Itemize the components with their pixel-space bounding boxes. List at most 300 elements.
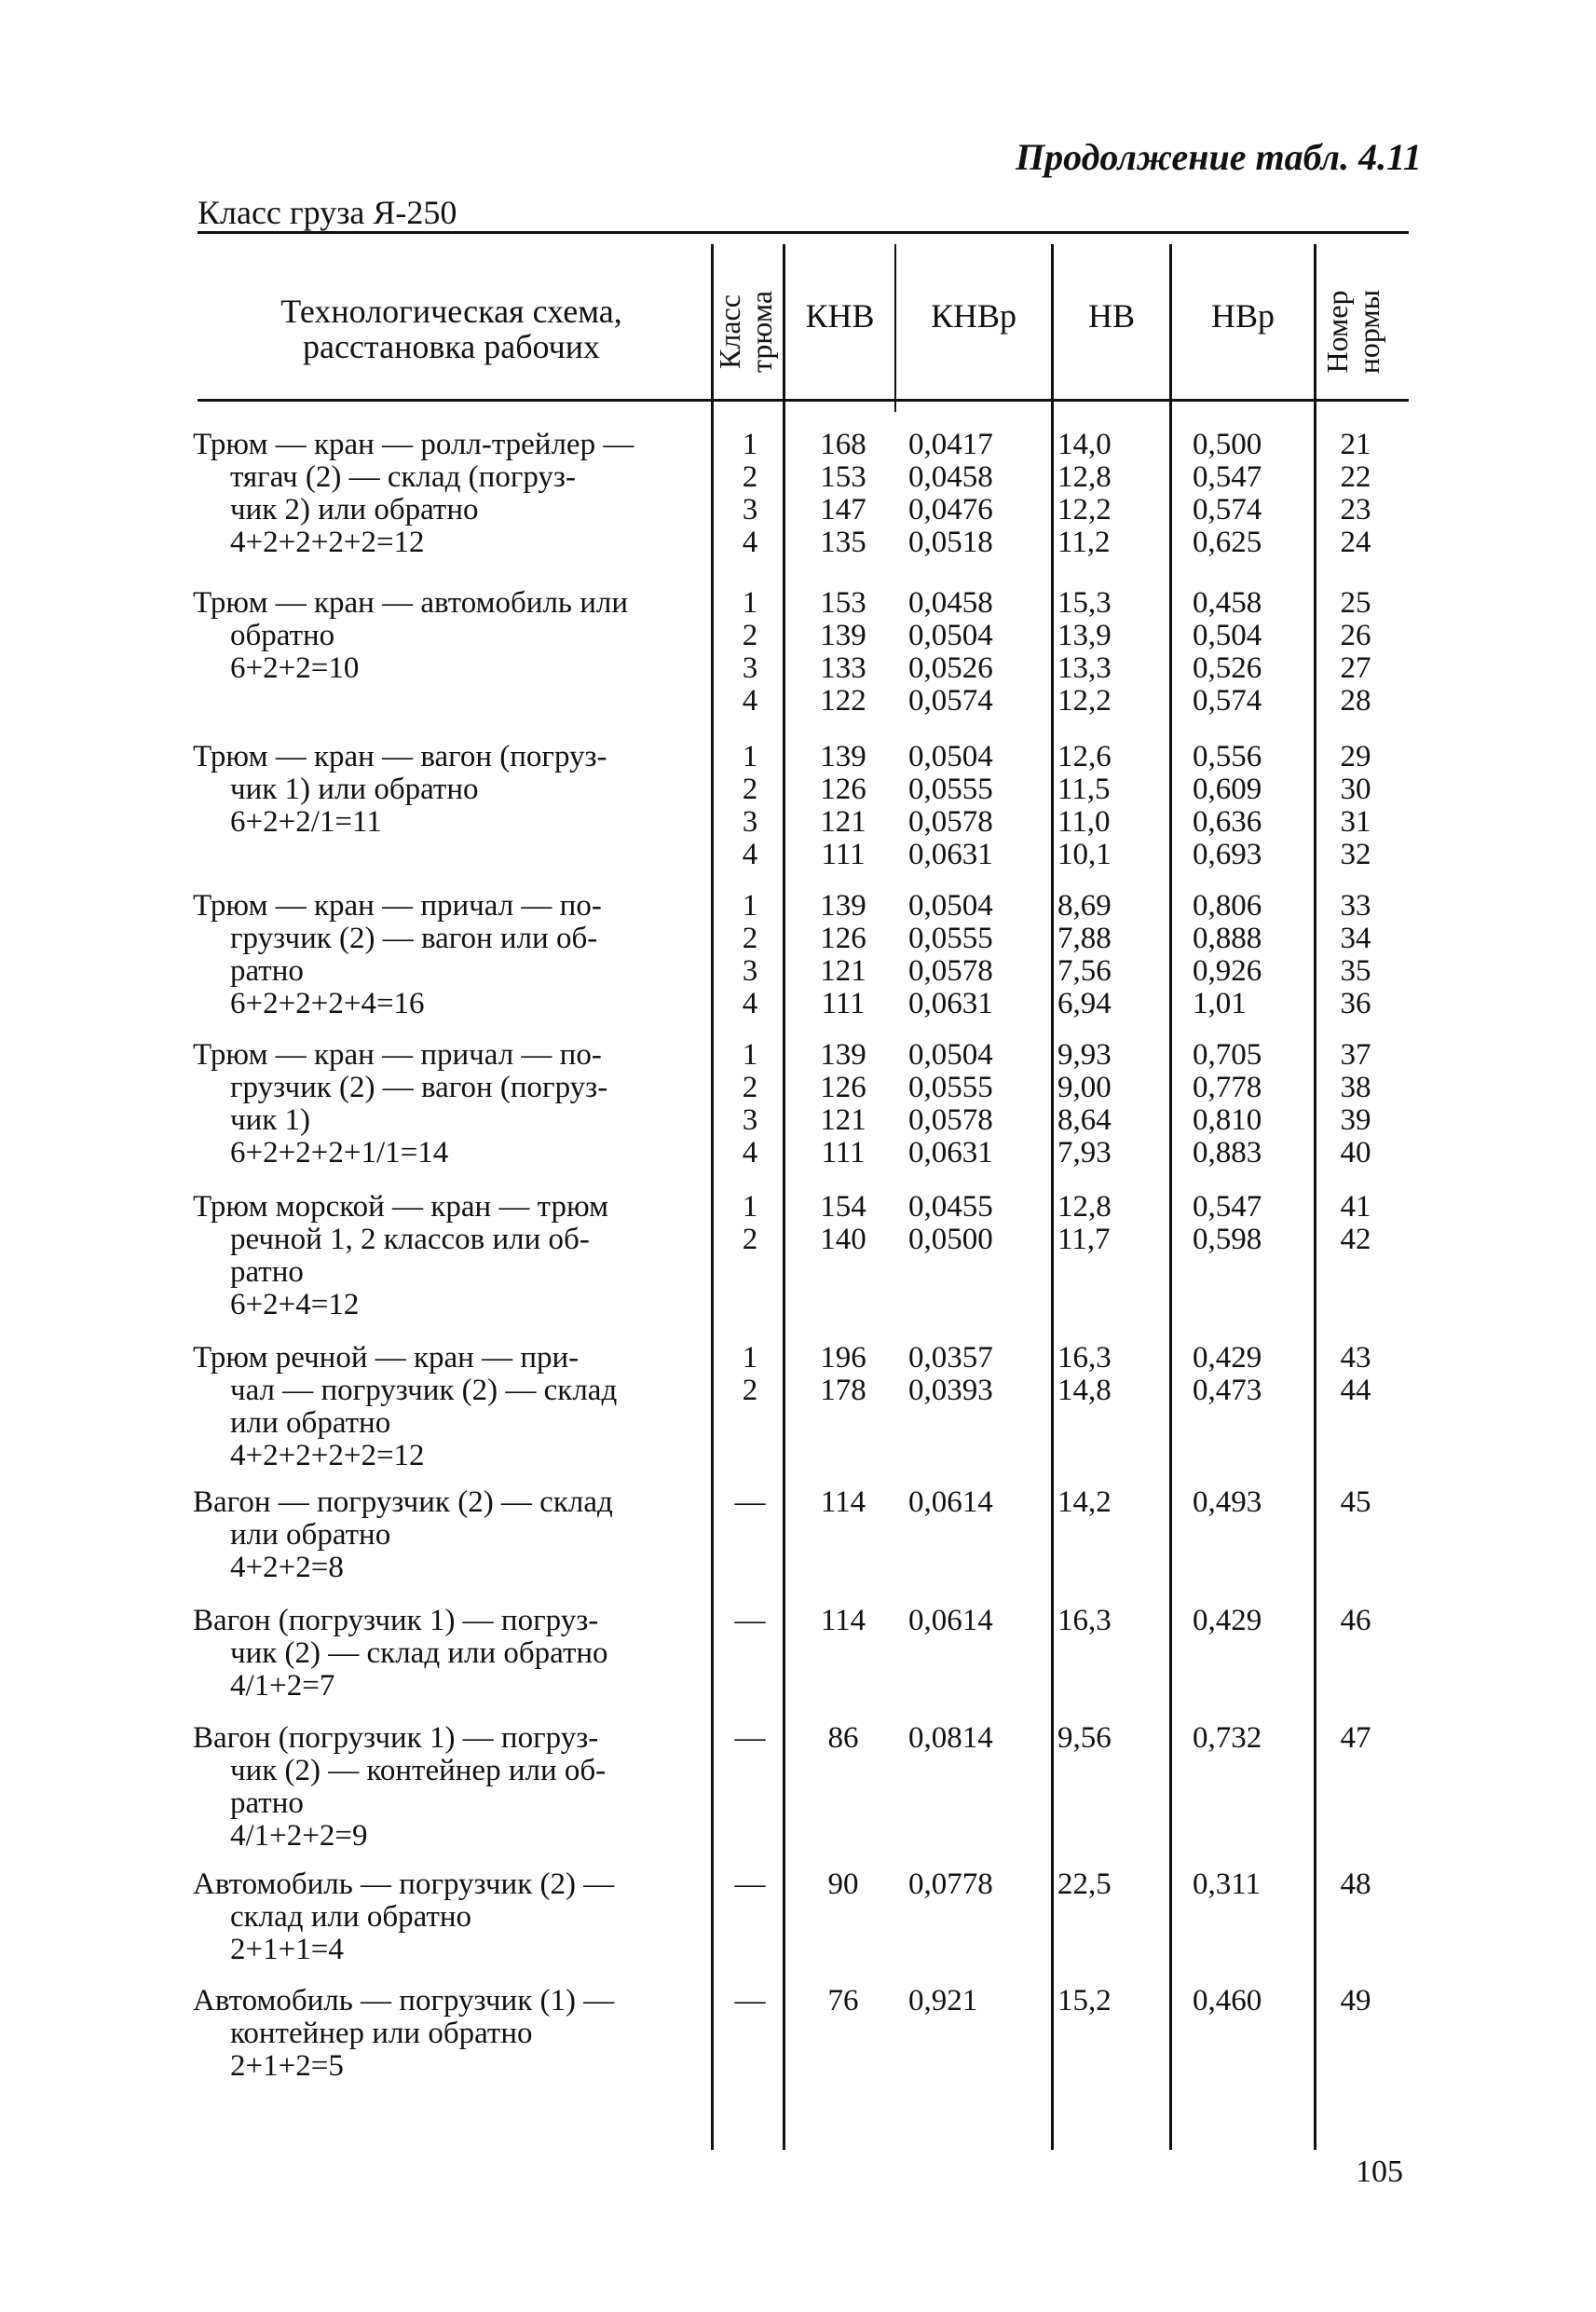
knvr-cell: 0,0614 (908, 1485, 993, 1519)
nv-cell: 13,9 (1057, 619, 1112, 652)
nv-cell-group (1057, 587, 1160, 718)
hold-class-cell: 3 (742, 805, 758, 839)
norm-number-cell: 21 (1340, 428, 1371, 461)
nv-cell: 9,93 (1057, 1038, 1112, 1072)
knvr-cell: 0,0631 (908, 838, 993, 871)
scheme-line: ратно (230, 1256, 304, 1289)
norm-number-cell-group (1328, 429, 1384, 559)
knv-cell: 111 (821, 1136, 866, 1170)
knvr-cell-group (908, 890, 1039, 1020)
knv-cell: 147 (820, 493, 866, 527)
knvr-cell-group (908, 1985, 1039, 2018)
header-bottom-rule (198, 399, 1409, 402)
norm-number-cell: 48 (1340, 1867, 1371, 1901)
hold-class-cell-group (727, 890, 773, 1020)
nvr-cell: 0,778 (1193, 1071, 1262, 1104)
knvr-cell: 0,0393 (908, 1374, 993, 1407)
nv-cell: 10,1 (1057, 838, 1112, 871)
nvr-cell-group (1193, 1486, 1295, 1519)
scheme-line: 6+2+2+2+4=16 (230, 988, 425, 1020)
nv-cell: 9,56 (1057, 1721, 1112, 1755)
header-scheme-line1: Технологическая схема, (280, 293, 622, 330)
header-knv: КНВ (805, 297, 875, 335)
nv-cell: 11,7 (1057, 1223, 1111, 1256)
nvr-cell: 0,926 (1193, 954, 1262, 988)
norm-number-cell: 43 (1340, 1341, 1371, 1375)
norm-number-cell: 40 (1340, 1136, 1371, 1170)
hold-class-cell: 4 (742, 838, 758, 871)
scheme-line: чал — погрузчик (2) — склад (230, 1375, 618, 1407)
knvr-cell: 0,0574 (908, 684, 993, 718)
knvr-cell: 0,0814 (908, 1721, 993, 1755)
hold-class-cell: 1 (742, 1038, 758, 1072)
knv-cell: 153 (820, 586, 866, 620)
hold-class-cell: — (734, 1721, 766, 1755)
header-hold-class-line1: Класс (713, 294, 746, 369)
knvr-cell: 0,0578 (908, 1103, 993, 1137)
norm-number-cell-group (1328, 1486, 1384, 1519)
hold-class-cell: 4 (742, 987, 758, 1020)
knv-cell: 153 (820, 460, 866, 494)
hold-class-cell-group (727, 1039, 773, 1170)
knvr-cell-group (908, 587, 1039, 718)
hold-class-cell: 1 (742, 586, 758, 620)
nv-cell: 12,6 (1057, 740, 1112, 773)
table-top-rule (198, 231, 1409, 234)
row-scheme-description (193, 890, 710, 1020)
knvr-cell-group (908, 1868, 1039, 1901)
row-scheme-description (193, 1486, 710, 1584)
norm-number-cell: 44 (1340, 1374, 1371, 1407)
nv-cell: 11,2 (1057, 526, 1111, 559)
hold-class-cell: 2 (742, 619, 758, 652)
norm-number-cell: 36 (1340, 987, 1371, 1020)
scheme-line: 2+1+1=4 (230, 1934, 344, 1966)
row-scheme-description (193, 1191, 710, 1321)
nv-cell: 14,8 (1057, 1374, 1112, 1407)
norm-number-cell-group (1328, 1868, 1384, 1901)
nvr-cell: 0,705 (1193, 1038, 1262, 1072)
header-scheme-line2: расстановка рабочих (302, 328, 600, 365)
norm-number-cell: 34 (1340, 922, 1371, 955)
nv-cell: 22,5 (1057, 1867, 1112, 1901)
column-divider (1169, 244, 1172, 2150)
norm-number-cell: 26 (1340, 619, 1371, 652)
knvr-cell-group (908, 1191, 1039, 1256)
cargo-class-label: Класс груза Я-250 (198, 194, 457, 231)
hold-class-cell: 4 (742, 526, 758, 559)
nvr-cell-group (1193, 1191, 1295, 1256)
hold-class-cell: — (734, 1604, 766, 1637)
scheme-line: Трюм — кран — вагон (погруз- (193, 741, 607, 773)
knv-cell-group (797, 1342, 890, 1407)
knvr-cell-group (908, 1039, 1039, 1170)
norm-number-cell-group (1328, 1191, 1384, 1256)
scheme-line: 4/1+2+2=9 (230, 1820, 368, 1853)
row-scheme-description (193, 741, 710, 839)
knvr-cell: 0,0504 (908, 889, 993, 923)
header-hold-class-line2: трюма (744, 290, 778, 374)
nvr-cell-group (1193, 1039, 1295, 1170)
knvr-cell: 0,0417 (908, 428, 993, 461)
row-scheme-description (193, 1039, 710, 1170)
hold-class-cell: 2 (742, 1374, 758, 1407)
knv-cell: 178 (820, 1374, 866, 1407)
norm-number-cell-group (1328, 1039, 1384, 1170)
knvr-cell: 0,0357 (908, 1341, 993, 1375)
knvr-cell: 0,0555 (908, 773, 993, 806)
knv-cell: 126 (820, 922, 866, 955)
header-nvr: НВр (1210, 297, 1275, 335)
nv-cell-group (1057, 1342, 1160, 1407)
knvr-cell: 0,0555 (908, 922, 993, 955)
hold-class-cell: 1 (742, 889, 758, 923)
scheme-line: 6+2+2+2+1/1=14 (230, 1137, 449, 1170)
hold-class-cell: 1 (742, 740, 758, 773)
knvr-cell-group (908, 1342, 1039, 1407)
row-scheme-description (193, 1342, 710, 1472)
knv-cell-group (797, 1039, 890, 1170)
norm-number-cell: 39 (1340, 1103, 1371, 1137)
scheme-line: чик 1) или обратно (230, 773, 479, 806)
knvr-cell-group (908, 1486, 1039, 1519)
nvr-cell: 0,504 (1193, 619, 1262, 652)
hold-class-cell: 1 (742, 1190, 758, 1224)
knvr-cell: 0,0778 (908, 1867, 993, 1901)
norm-number-cell: 24 (1340, 526, 1371, 559)
scheme-line: Автомобиль — погрузчик (2) — (193, 1868, 615, 1901)
scheme-line: 4/1+2=7 (230, 1670, 335, 1703)
nvr-cell: 0,526 (1193, 651, 1262, 685)
knvr-cell: 0,0504 (908, 1038, 993, 1072)
knv-cell: 86 (827, 1721, 859, 1755)
nvr-cell: 0,636 (1193, 805, 1262, 839)
scheme-line: тягач (2) — склад (погруз- (230, 461, 576, 494)
nvr-cell: 0,806 (1193, 889, 1262, 923)
norm-number-cell: 49 (1340, 1984, 1371, 2018)
scheme-line: чик 1) (230, 1104, 311, 1137)
scheme-line: или обратно (230, 1519, 391, 1552)
norm-number-cell: 31 (1340, 805, 1371, 839)
knvr-cell: 0,0458 (908, 460, 993, 494)
knvr-cell: 0,921 (908, 1984, 978, 2018)
knv-cell: 139 (820, 740, 866, 773)
row-scheme-description (193, 1722, 710, 1853)
scheme-line: Трюм — кран — причал — по- (193, 1039, 602, 1072)
nv-cell: 12,8 (1057, 460, 1112, 494)
scheme-line: чик 2) или обратно (230, 494, 479, 527)
knv-cell: 111 (821, 838, 866, 871)
knvr-cell: 0,0504 (908, 619, 993, 652)
row-scheme-description (193, 1605, 710, 1703)
knv-cell: 196 (820, 1341, 866, 1375)
nvr-cell: 0,693 (1193, 838, 1262, 871)
norm-number-cell: 37 (1340, 1038, 1371, 1072)
hold-class-cell-group (727, 741, 773, 871)
knvr-cell: 0,0614 (908, 1604, 993, 1637)
nvr-cell: 0,429 (1193, 1341, 1262, 1375)
nv-cell: 12,2 (1057, 684, 1112, 718)
knv-cell: 133 (820, 651, 866, 685)
nv-cell: 11,5 (1057, 773, 1111, 806)
knvr-cell: 0,0476 (908, 493, 993, 527)
nv-cell: 9,00 (1057, 1071, 1112, 1104)
norm-number-cell: 22 (1340, 460, 1371, 494)
nv-cell-group (1057, 1486, 1160, 1519)
knvr-cell: 0,0518 (908, 526, 993, 559)
norm-number-cell: 46 (1340, 1604, 1371, 1637)
nv-cell: 8,64 (1057, 1103, 1112, 1137)
nv-cell: 7,88 (1057, 922, 1112, 955)
hold-class-cell-group (727, 1342, 773, 1407)
nv-cell: 6,94 (1057, 987, 1112, 1020)
nv-cell: 8,69 (1057, 889, 1112, 923)
row-scheme-description (193, 429, 710, 559)
nvr-cell-group (1193, 1605, 1295, 1637)
knv-cell: 111 (821, 987, 866, 1020)
scheme-line: грузчик (2) — вагон или об- (230, 923, 598, 955)
scheme-line: 6+2+4=12 (230, 1289, 360, 1321)
header-norm-number-line1: Номер (1320, 290, 1354, 374)
nv-cell-group (1057, 1605, 1160, 1637)
nv-cell: 12,2 (1057, 493, 1112, 527)
knv-cell-group (797, 1486, 890, 1519)
scheme-line: ратно (230, 955, 304, 988)
nv-cell-group (1057, 890, 1160, 1020)
nvr-cell: 0,574 (1193, 684, 1262, 718)
nvr-cell: 0,625 (1193, 526, 1262, 559)
scheme-line: 4+2+2+2+2=12 (230, 527, 425, 559)
table-continuation-title: Продолжение табл. 4.11 (1016, 136, 1422, 178)
scheme-line: 6+2+2=10 (230, 652, 360, 685)
knvr-cell: 0,0578 (908, 954, 993, 988)
nv-cell: 13,3 (1057, 651, 1112, 685)
nvr-cell: 0,460 (1193, 1984, 1262, 2018)
header-knvr: КНВр (930, 297, 1017, 335)
scheme-line: Автомобиль — погрузчик (1) — (193, 1985, 615, 2018)
norm-number-cell: 30 (1340, 773, 1371, 806)
nvr-cell: 0,574 (1193, 493, 1262, 527)
norm-number-cell: 35 (1340, 954, 1371, 988)
knv-cell-group (797, 890, 890, 1020)
hold-class-cell-group (727, 1605, 773, 1637)
nvr-cell-group (1193, 1722, 1295, 1755)
header-norm-number-line2: нормы (1352, 289, 1385, 375)
knv-cell: 121 (820, 805, 866, 839)
scheme-line: 4+2+2=8 (230, 1552, 344, 1584)
hold-class-cell: 2 (742, 922, 758, 955)
nvr-cell-group (1193, 741, 1295, 871)
row-scheme-description (193, 1985, 710, 2083)
knv-cell-group (797, 429, 890, 559)
nvr-cell-group (1193, 429, 1295, 559)
knvr-cell-group (908, 1605, 1039, 1637)
hold-class-cell: — (734, 1485, 766, 1519)
hold-class-cell: 4 (742, 1136, 758, 1170)
scheme-line: 4+2+2+2+2=12 (230, 1440, 425, 1472)
nvr-cell: 0,547 (1193, 1190, 1262, 1224)
hold-class-cell: 1 (742, 1341, 758, 1375)
header-hold-class (714, 272, 781, 391)
nv-cell-group (1057, 1039, 1160, 1170)
nv-cell: 7,56 (1057, 954, 1112, 988)
norm-number-cell: 27 (1340, 651, 1371, 685)
nv-cell: 7,93 (1057, 1136, 1112, 1170)
knv-cell: 168 (820, 428, 866, 461)
norm-number-cell-group (1328, 741, 1384, 871)
scheme-line: Трюм — кран — ролл-трейлер — (193, 429, 634, 461)
nv-cell-group (1057, 1985, 1160, 2018)
nv-cell: 16,3 (1057, 1341, 1112, 1375)
hold-class-cell: 3 (742, 651, 758, 685)
nvr-cell-group (1193, 890, 1295, 1020)
scheme-line: речной 1, 2 классов или об- (230, 1224, 590, 1256)
knv-cell: 76 (827, 1984, 859, 2018)
knvr-cell: 0,0455 (908, 1190, 993, 1224)
hold-class-cell-group (727, 1868, 773, 1901)
knvr-cell: 0,0458 (908, 586, 993, 620)
norm-number-cell: 45 (1340, 1485, 1371, 1519)
nvr-cell: 0,609 (1193, 773, 1262, 806)
knv-cell: 126 (820, 773, 866, 806)
header-nv: НВ (1087, 297, 1135, 335)
norm-number-cell: 33 (1340, 889, 1371, 923)
scheme-line: ратно (230, 1787, 304, 1820)
knvr-cell: 0,0500 (908, 1223, 993, 1256)
scheme-line: чик (2) — склад или обратно (230, 1637, 608, 1670)
hold-class-cell: 2 (742, 460, 758, 494)
nv-cell: 14,2 (1057, 1485, 1112, 1519)
norm-number-cell-group (1328, 890, 1384, 1020)
knvr-cell-group (908, 741, 1039, 871)
hold-class-cell: 2 (742, 1223, 758, 1256)
nvr-cell-group (1193, 1868, 1295, 1901)
hold-class-cell: 2 (742, 1071, 758, 1104)
nvr-cell: 1,01 (1193, 987, 1247, 1020)
knvr-cell-group (908, 429, 1039, 559)
hold-class-cell: 3 (742, 1103, 758, 1137)
hold-class-cell-group (727, 1486, 773, 1519)
hold-class-cell: 1 (742, 428, 758, 461)
nv-cell-group (1057, 1868, 1160, 1901)
nv-cell: 15,2 (1057, 1984, 1112, 2018)
norm-number-cell: 42 (1340, 1223, 1371, 1256)
nv-cell-group (1057, 741, 1160, 871)
nv-cell-group (1057, 429, 1160, 559)
nvr-cell-group (1193, 587, 1295, 718)
column-divider (1051, 244, 1054, 2150)
nv-cell: 14,0 (1057, 428, 1112, 461)
scheme-line: Трюм — кран — автомобиль или (193, 587, 628, 620)
scheme-line: обратно (230, 620, 335, 652)
row-scheme-description (193, 587, 710, 685)
column-divider (783, 244, 785, 2150)
knv-cell-group (797, 741, 890, 871)
hold-class-cell-group (727, 1722, 773, 1755)
nvr-cell-group (1193, 1985, 1295, 2018)
nvr-cell-group (1193, 1342, 1295, 1407)
knv-cell-group (797, 1985, 890, 2018)
hold-class-cell-group (727, 1191, 773, 1256)
nv-cell: 15,3 (1057, 586, 1112, 620)
nv-cell: 11,0 (1057, 805, 1111, 839)
hold-class-cell: 3 (742, 954, 758, 988)
scheme-line: Вагон (погрузчик 1) — погруз- (193, 1605, 599, 1637)
knv-cell-group (797, 1868, 890, 1901)
knvr-cell: 0,0578 (908, 805, 993, 839)
knv-cell-group (797, 1191, 890, 1256)
page-number: 105 (1356, 2155, 1403, 2189)
nvr-cell: 0,883 (1193, 1136, 1262, 1170)
hold-class-cell: — (734, 1984, 766, 2018)
hold-class-cell-group (727, 1985, 773, 2018)
scheme-line: 2+1+2=5 (230, 2050, 344, 2083)
hold-class-cell-group (727, 587, 773, 718)
nv-cell-group (1057, 1191, 1160, 1256)
norm-number-cell: 25 (1340, 586, 1371, 620)
scheme-line: Вагон (погрузчик 1) — погруз- (193, 1722, 599, 1755)
knv-cell: 139 (820, 1038, 866, 1072)
knvr-cell: 0,0504 (908, 740, 993, 773)
nvr-cell: 0,888 (1193, 922, 1262, 955)
nv-cell-group (1057, 1722, 1160, 1755)
knv-cell: 126 (820, 1071, 866, 1104)
norm-number-cell: 38 (1340, 1071, 1371, 1104)
scheme-line: 6+2+2/1=11 (230, 806, 382, 839)
hold-class-cell: 4 (742, 684, 758, 718)
nvr-cell: 0,556 (1193, 740, 1262, 773)
knvr-cell: 0,0631 (908, 987, 993, 1020)
scheme-line: Трюм речной — кран — при- (193, 1342, 580, 1375)
scheme-line: склад или обратно (230, 1901, 472, 1934)
row-scheme-description (193, 1868, 710, 1966)
norm-number-cell-group (1328, 1985, 1384, 2018)
nvr-cell: 0,732 (1193, 1721, 1262, 1755)
scheme-line: чик (2) — контейнер или об- (230, 1755, 607, 1787)
norm-number-cell-group (1328, 1605, 1384, 1637)
nvr-cell: 0,598 (1193, 1223, 1262, 1256)
hold-class-cell: 3 (742, 493, 758, 527)
knv-cell: 122 (820, 684, 866, 718)
column-divider (711, 244, 714, 2150)
knv-cell: 114 (820, 1604, 866, 1637)
knvr-cell-group (908, 1722, 1039, 1755)
knv-cell-group (797, 1605, 890, 1637)
scheme-line: Вагон — погрузчик (2) — склад (193, 1486, 613, 1519)
nvr-cell: 0,547 (1193, 460, 1262, 494)
knv-cell: 121 (820, 954, 866, 988)
knv-cell: 139 (820, 889, 866, 923)
knv-cell: 90 (827, 1867, 859, 1901)
nvr-cell: 0,311 (1193, 1867, 1262, 1901)
norm-number-cell: 41 (1340, 1190, 1371, 1224)
nvr-cell: 0,500 (1193, 428, 1262, 461)
knv-cell: 135 (820, 526, 866, 559)
norm-number-cell-group (1328, 1342, 1384, 1407)
nvr-cell: 0,493 (1193, 1485, 1262, 1519)
scheme-line: или обратно (230, 1407, 391, 1440)
knv-cell: 121 (820, 1103, 866, 1137)
norm-number-cell-group (1328, 587, 1384, 718)
knv-cell-group (797, 1722, 890, 1755)
nv-cell: 12,8 (1057, 1190, 1112, 1224)
norm-number-cell: 32 (1340, 838, 1371, 871)
nvr-cell: 0,458 (1193, 586, 1262, 620)
knv-cell: 139 (820, 619, 866, 652)
knv-cell-group (797, 587, 890, 718)
header-scheme (198, 294, 705, 364)
norm-number-cell: 47 (1340, 1721, 1371, 1755)
